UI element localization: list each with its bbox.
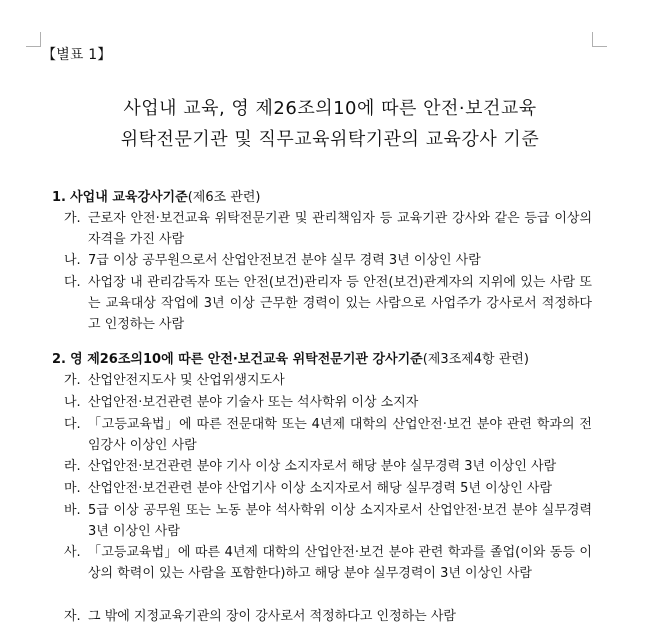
document-title-line-1: 사업내 교육, 영 제26조의10에 따른 안전·보건교육 <box>123 98 537 119</box>
section-2-item-ga <box>64 370 592 391</box>
item-mark: 사. <box>64 545 81 560</box>
item-text: 그 밖에 지정교육기관의 장이 강사로서 적정하다고 인정하는 사람 <box>88 609 456 624</box>
annex-label: 【별표 1】 <box>42 47 112 63</box>
section-2-item-sa <box>64 542 592 584</box>
item-text: 7급 이상 공무원으로서 산업안전보건 분야 실무 경력 3년 이상인 사람 <box>88 253 481 268</box>
item-text: 산업안전·보건관련 분야 산업기사 이상 소지자로서 해당 실무경력 5년 이상인 사람 <box>88 481 553 496</box>
document-title-line-2: 위탁전문기관 및 직무교육위탁기관의 교육강사 기준 <box>120 129 540 150</box>
item-text: 「고등교육법」에 따른 4년제 대학의 산업안전·보건 분야 관련 학과를 졸업(이와 동등 이상의 학력이 있는 사람을 포함한다)하고 해당 분야 실무경력이 3년 이상인 사람 <box>88 545 592 581</box>
section-1-title: 사업내 교육강사기준 <box>70 190 188 205</box>
item-mark: 가. <box>64 211 81 226</box>
section-2-number: 2. <box>52 352 66 367</box>
item-mark: 자. <box>64 609 81 624</box>
section-2-item-ba <box>64 500 592 542</box>
section-2-heading <box>52 348 529 367</box>
item-mark: 바. <box>64 503 81 518</box>
item-mark: 가. <box>64 373 81 388</box>
section-2-item-ra <box>64 456 592 477</box>
item-mark: 나. <box>64 253 81 268</box>
section-1-note: (제6조 관련) <box>187 190 261 205</box>
item-text: 산업안전·보건관련 분야 기사 이상 소지자로서 해당 분야 실무경력 3년 이상인 사람 <box>88 459 557 474</box>
item-mark: 마. <box>64 481 81 496</box>
item-text: 사업장 내 관리감독자 또는 안전(보건)관리자 등 안전(보건)관계자의 지위에 있는 사람 또는 교육대상 작업에 3년 이상 근무한 경력이 있는 사람으로 사업주가 강사로서 적정하다고 인정하는 사람 <box>88 275 592 332</box>
section-2-title: 영 제26조의10에 따른 안전·보건교육 위탁전문기관 강사기준 <box>70 352 423 367</box>
item-mark: 다. <box>64 417 81 432</box>
section-1-number: 1. <box>52 190 66 205</box>
crop-mark-top-right <box>592 32 607 47</box>
item-text: 근로자 안전·보건교육 위탁전문기관 및 관리책임자 등 교육기관 강사와 같은 등급 이상의 자격을 가진 사람 <box>88 211 592 247</box>
section-2-item-ma <box>64 478 592 499</box>
item-text: 「고등교육법」에 따른 전문대학 또는 4년제 대학의 산업안전·보건 분야 관련 학과의 전임강사 이상인 사람 <box>88 417 592 453</box>
section-1-item-na <box>64 250 592 271</box>
section-1-heading <box>52 186 260 205</box>
item-text: 산업안전지도사 및 산업위생지도사 <box>88 373 285 388</box>
section-2-item-na <box>64 392 592 413</box>
item-text: 산업안전·보건관련 분야 기술사 또는 석사학위 이상 소지자 <box>88 395 419 410</box>
crop-mark-top-left <box>26 32 41 47</box>
item-mark: 라. <box>64 459 81 474</box>
section-2-note: (제3조제4항 관련) <box>422 352 529 367</box>
section-1-item-da <box>64 272 592 335</box>
item-text: 5급 이상 공무원 또는 노동 분야 석사학위 이상 소지자로서 산업안전·보건 분야 실무경력 3년 이상인 사람 <box>88 503 592 539</box>
section-2-item-da <box>64 414 592 456</box>
section-2-item-ja <box>64 606 592 627</box>
item-mark: 나. <box>64 395 81 410</box>
section-1-item-ga <box>64 208 592 250</box>
item-mark: 다. <box>64 275 81 290</box>
